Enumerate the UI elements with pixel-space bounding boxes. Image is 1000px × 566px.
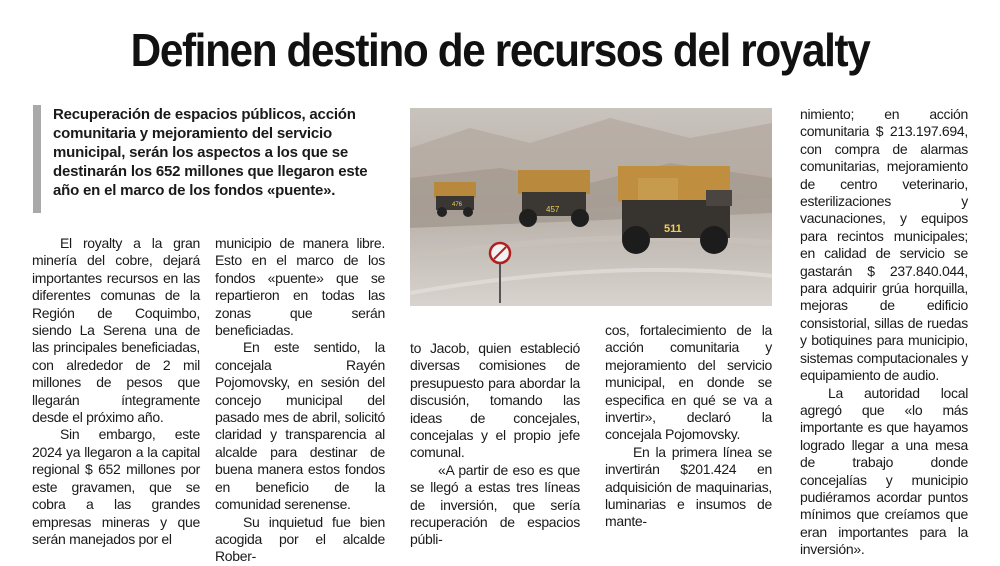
truck-far-number: 476 xyxy=(452,202,463,208)
paragraph: to Jacob, quien estableció diversas comisiones de presupuesto para abordar la discusión, tomando las ideas de concejales, concejalas y el propio jefe comunal. xyxy=(410,340,580,461)
paragraph: Sin embargo, este 2024 ya llegaron a la capital regional $ 652 millones por este gravamen, que se cobra a las grandes empresas mineras y que serán manejados por el xyxy=(32,426,200,547)
mining-trucks-photo xyxy=(410,108,772,306)
photo-illustration xyxy=(410,108,772,306)
truck-near-number: 511 xyxy=(664,223,682,235)
article-column-5 xyxy=(800,106,968,559)
article-column-1 xyxy=(32,235,200,548)
paragraph: En este sentido, la concejala Rayén Pojomovsky, en sesión del concejo municipal del pasado mes de abril, solicitó claridad y transparencia al alcalde para destinar de buena manera estos fondos en beneficio de la comunidad serenense. xyxy=(215,339,385,513)
headline: Definen destino de recursos del royalty xyxy=(130,24,870,76)
paragraph: La autoridad local agregó que «lo más importante es que hayamos logrado llegar a una mesa de trabajo donde concejalías y municipio pudiéramos acordar puntos mínimos que creíamos que eran importantes para la inversión». xyxy=(800,384,968,558)
lead-paragraph xyxy=(33,105,383,213)
paragraph: municipio de manera libre. Esto en el marco de los fondos «puente» que se repartieron en todas las zonas que serán beneficiadas. xyxy=(215,235,385,339)
lead-text: Recuperación de espacios públicos, acción comunitaria y mejoramiento del servicio municipal, serán los aspectos a los que se destinarán los 652 millones que llegaron este año en el marco de los fondos «puente». xyxy=(53,106,368,199)
paragraph: En la primera línea se invertirán $201.424 en adquisición de maquinarias, luminarias e insumos de mante- xyxy=(605,443,772,530)
paragraph: «A partir de eso es que se llegó a estas tres líneas de inversión, que sería recuperación de espacios públi- xyxy=(410,461,580,548)
article-column-2 xyxy=(215,235,385,566)
paragraph: cos, fortalecimiento de la acción comunitaria y mejoramiento del servicio municipal, en donde se especifica en qué se va a invertir», declaró la concejala Pojomovsky. xyxy=(605,322,772,443)
truck-middle-number: 457 xyxy=(546,205,560,214)
paragraph: El royalty a la gran minería del cobre, dejará importantes recursos en las diferentes comunas de la Región de Coquimbo, siendo La Serena una de las principales beneficiadas, con alrededor de 2 mil millones de pesos que llegarán íntegramente desde el próximo año. xyxy=(32,235,200,426)
paragraph: nimiento; en acción comunitaria $ 213.197.694, con compra de alarmas comunitarias, mejoramiento de centro veterinario, esterilizaciones y vacunaciones, y equipos para recintos municipales; en calidad de servicio se gastarán $ 237.840.044, para adquirir grúa horquilla, mejoras de edificio consistorial, sillas de ruedas y botiquines para municipio, sistemas computacionales y equipamiento de audio. xyxy=(800,106,968,384)
article-column-3 xyxy=(410,340,580,549)
paragraph: Su inquietud fue bien acogida por el alcalde Rober- xyxy=(215,513,385,565)
article-column-4 xyxy=(605,322,772,531)
